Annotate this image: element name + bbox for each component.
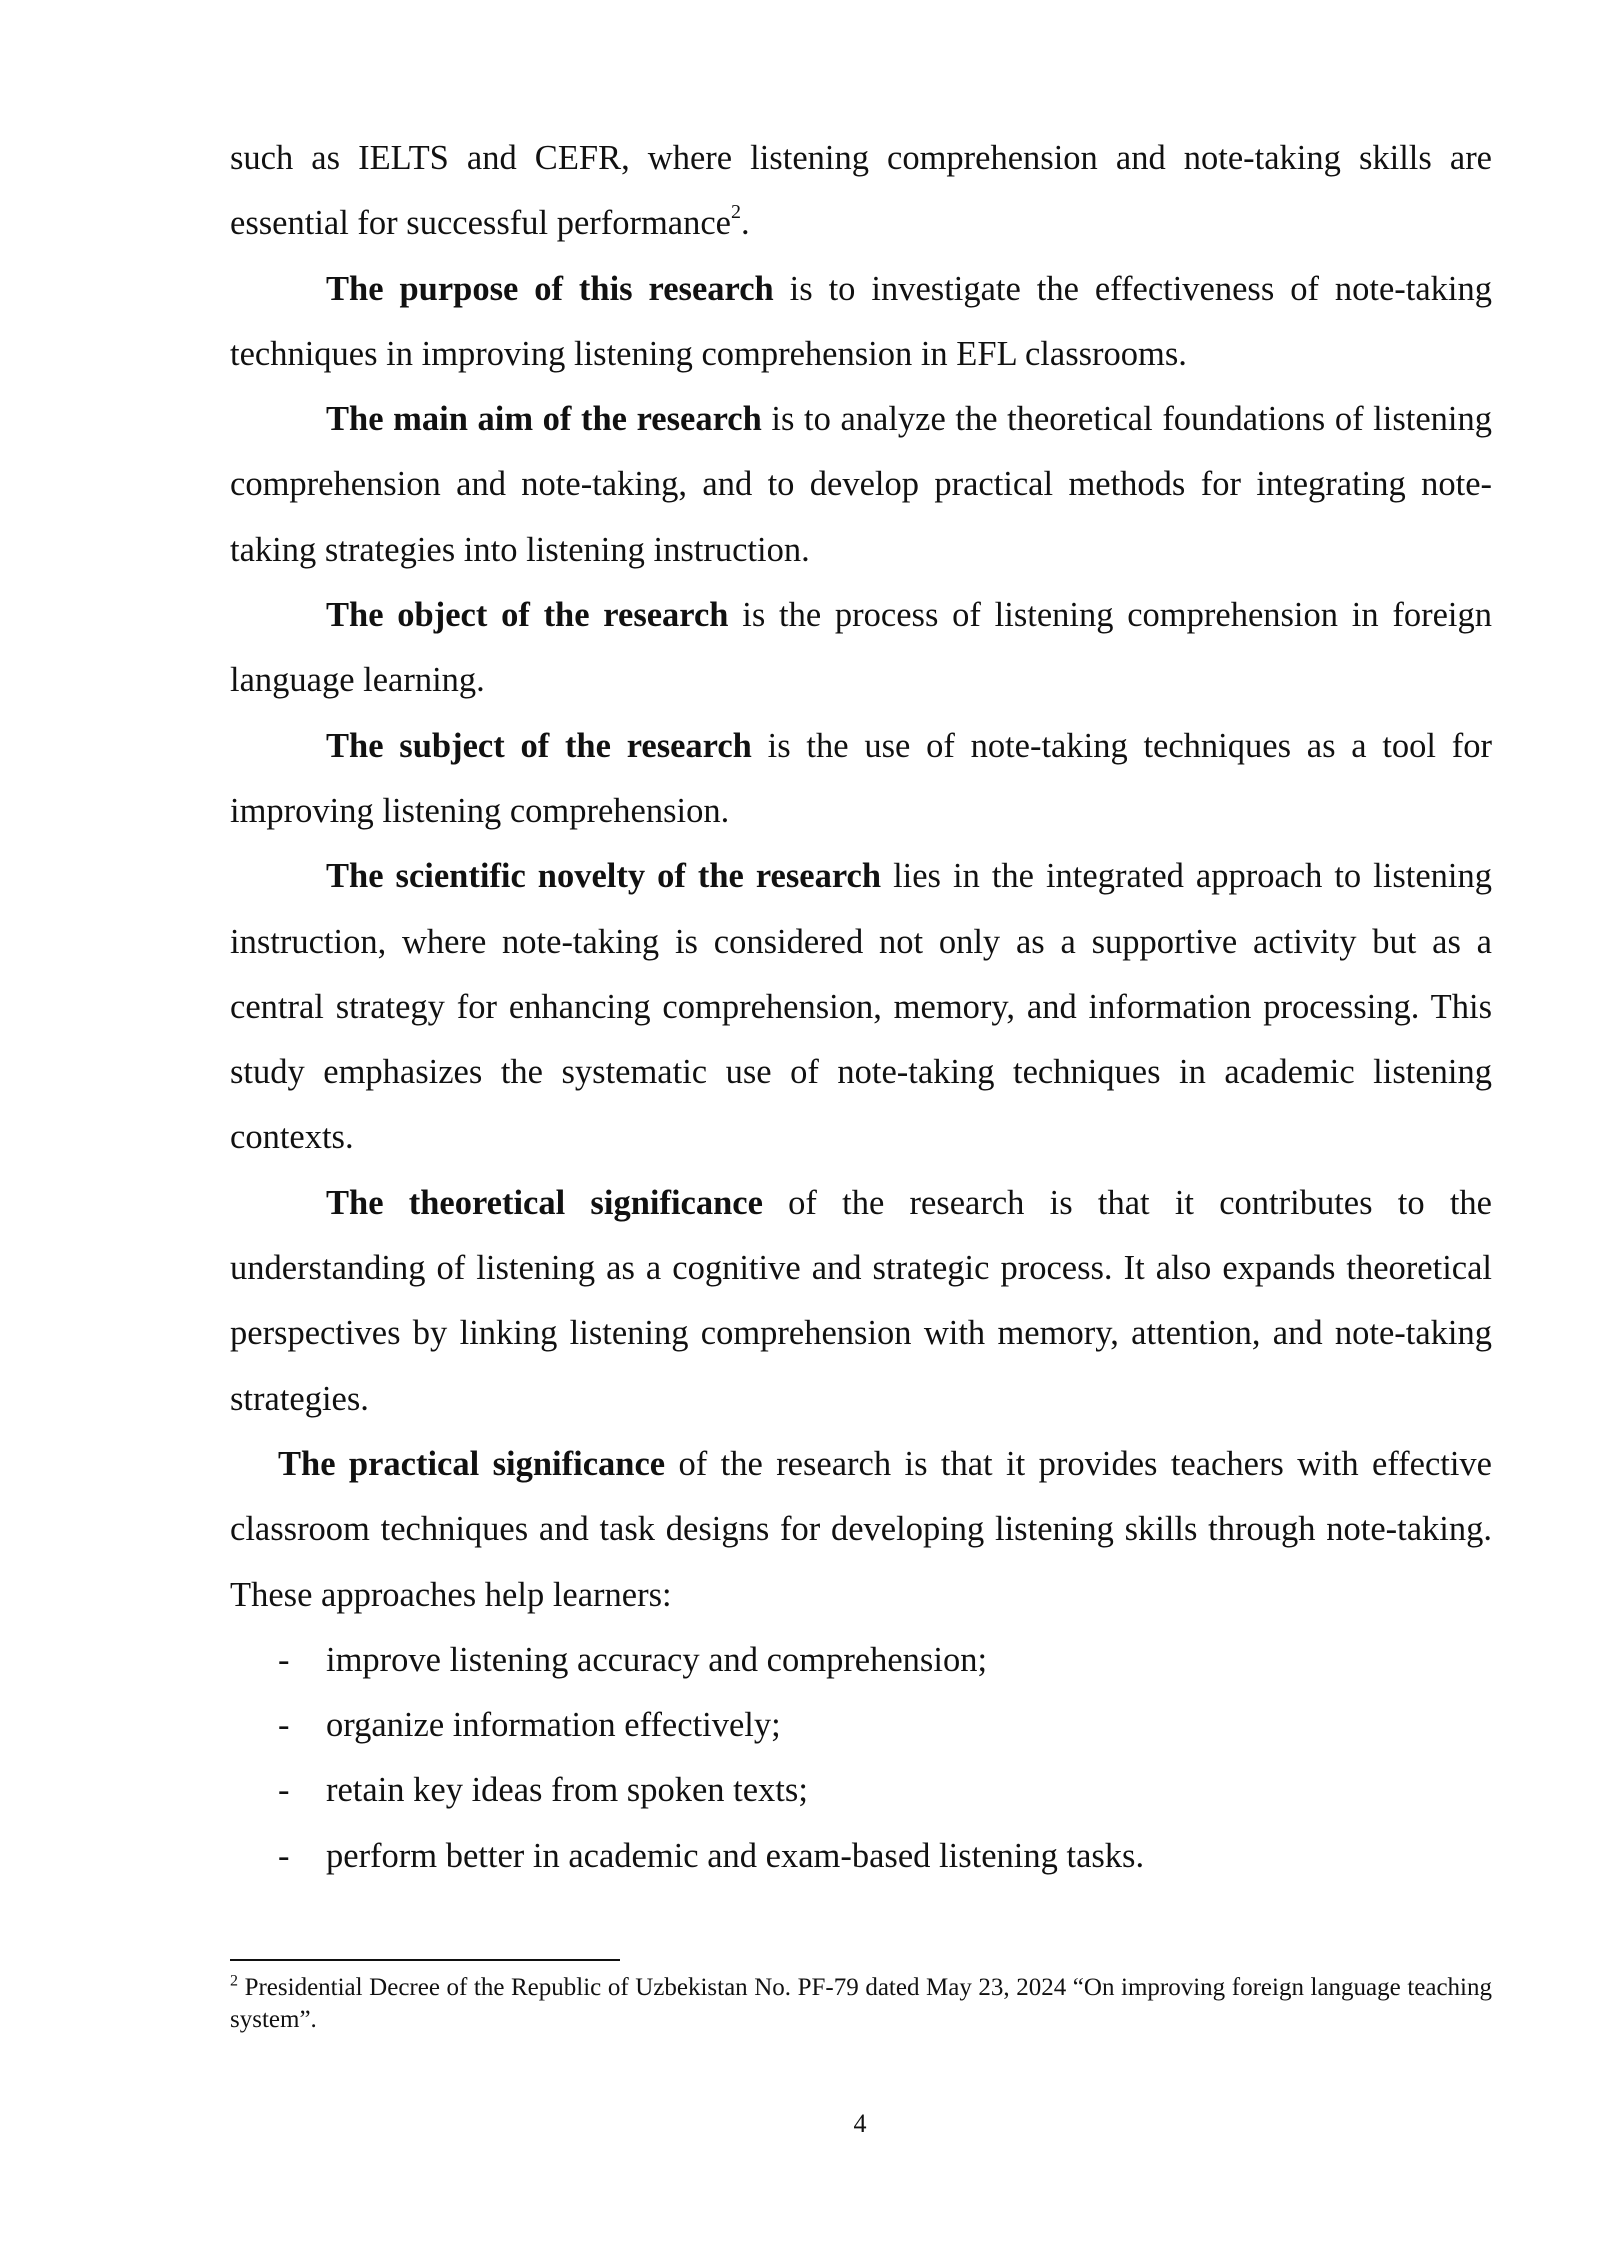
list-item [230, 1758, 1492, 1823]
purpose-lead: The purpose of this research [326, 269, 774, 308]
aim-lead: The main aim of the research [326, 400, 762, 439]
list-item-text: organize information effectively; [326, 1706, 781, 1745]
purpose-text: is to investigate the effectiveness of note-taking techniques in improving listening comprehension in EFL classrooms. [230, 269, 1492, 373]
subject-lead: The subject of the research [326, 726, 752, 765]
subject-text: is the use of note-taking techniques as a tool for improving listening comprehension. [230, 726, 1492, 830]
novelty-lead: The scientific novelty of the research [326, 857, 882, 896]
bullet-dash: - [278, 1771, 290, 1810]
footnote-number: 2 [230, 1972, 238, 1990]
aim-text: is to analyze the theoretical foundations of listening comprehension and note-taking, and to develop practical methods for integrating note-taking strategies into listening instruction. [230, 400, 1492, 569]
practical-paragraph [230, 1432, 1492, 1628]
benefits-list [230, 1628, 1492, 1889]
intro-text: such as IELTS and CEFR, where listening comprehension and note-taking skills are essential for successful performance [230, 139, 1492, 243]
theoretical-lead: The theoretical significance [326, 1183, 763, 1222]
footnote [230, 1972, 1492, 2036]
purpose-paragraph [230, 257, 1492, 388]
intro-paragraph [230, 126, 1492, 257]
list-item-text: improve listening accuracy and comprehension; [326, 1640, 988, 1679]
novelty-paragraph [230, 844, 1492, 1170]
list-item [230, 1628, 1492, 1693]
body-text [230, 126, 1492, 1889]
list-item [230, 1693, 1492, 1758]
object-lead: The object of the research [326, 596, 729, 635]
object-text: is the process of listening comprehension in foreign language learning. [230, 596, 1492, 700]
bullet-dash: - [278, 1640, 290, 1679]
intro-tail: . [741, 204, 750, 243]
practical-lead: The practical significance [278, 1444, 666, 1483]
footnote-separator [230, 1959, 620, 1961]
list-item-text: perform better in academic and exam-based listening tasks. [326, 1836, 1145, 1875]
bullet-dash: - [278, 1706, 290, 1745]
object-paragraph [230, 583, 1492, 714]
bullet-dash: - [278, 1836, 290, 1875]
practical-text: of the research is that it provides teachers with effective classroom techniques and task designs for developing listening skills through note-taking. These approaches help learners: [230, 1444, 1492, 1614]
page-number: 4 [853, 2109, 867, 2138]
footnote-reference[interactable]: 2 [731, 200, 741, 223]
footnote-text: Presidential Decree of the Republic of Uzbekistan No. PF-79 dated May 23, 2024 “On improving foreign language teaching system”. [230, 1974, 1492, 2033]
list-item-text: retain key ideas from spoken texts; [326, 1771, 808, 1810]
theoretical-paragraph [230, 1171, 1492, 1432]
aim-paragraph [230, 387, 1492, 583]
novelty-text: lies in the integrated approach to listening instruction, where note-taking is considered not only as a supportive activity but as a central strategy for enhancing comprehension, memory, and information processing. This study emphasizes the systematic use of note-taking techniques in academic listening contexts. [230, 857, 1493, 1157]
subject-paragraph [230, 714, 1492, 845]
list-item [230, 1824, 1492, 1889]
theoretical-text: of the research is that it contributes to the understanding of listening as a cognitive and strategic process. It also expands theoretical perspectives by linking listening comprehension with memory, attention, and note-taking strategies. [230, 1183, 1492, 1418]
